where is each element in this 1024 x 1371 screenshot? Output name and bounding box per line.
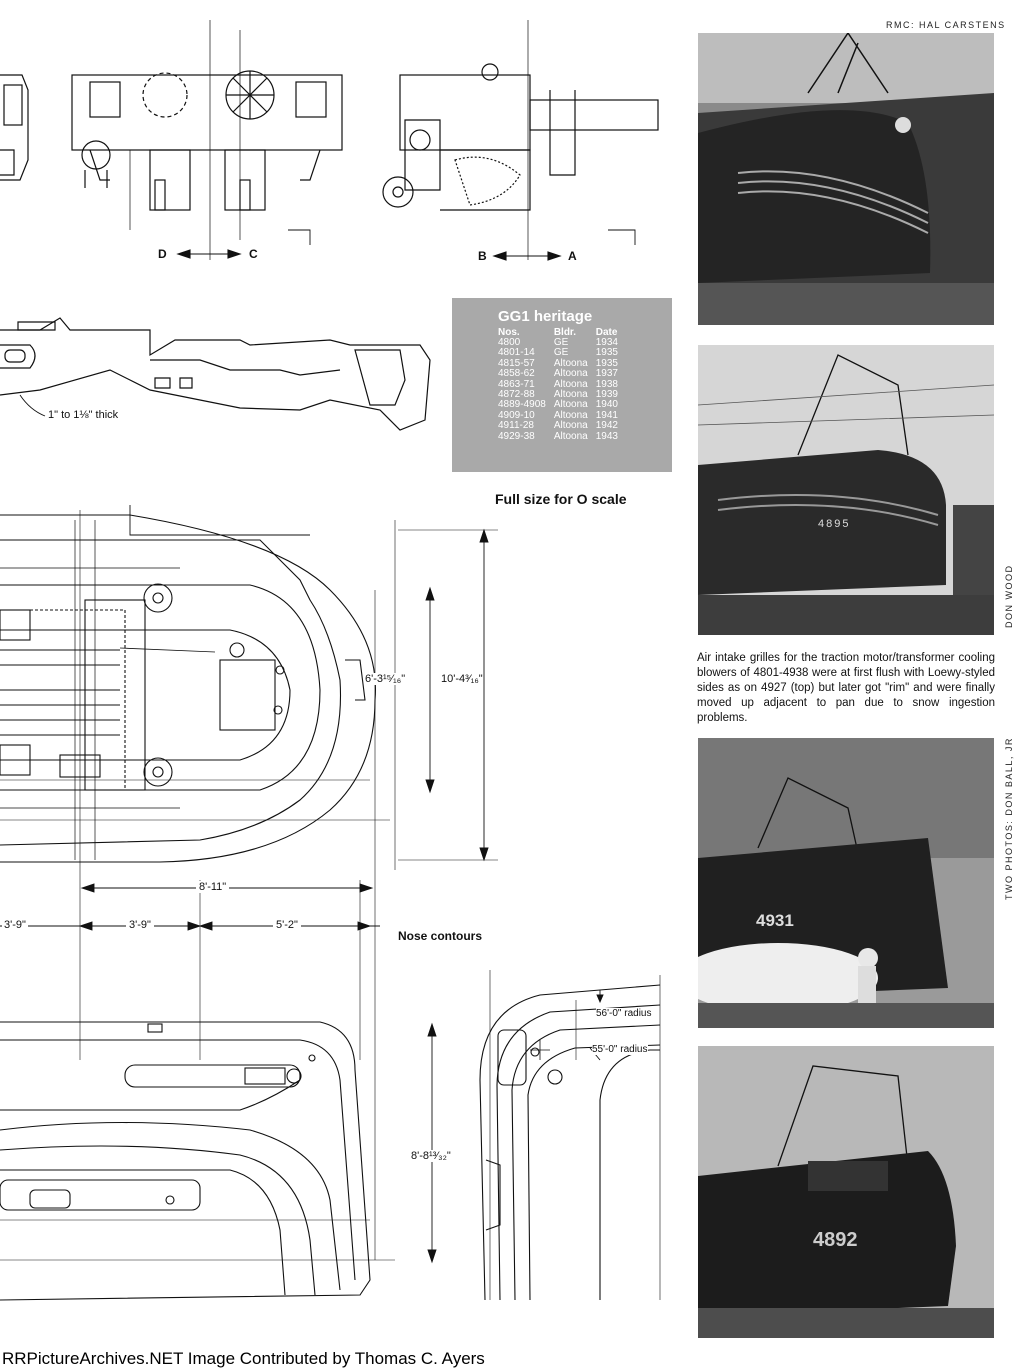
engine-number-4892: 4892 (813, 1229, 858, 1251)
scale-note: Full size for O scale (495, 491, 627, 507)
cell-nos: 4858-62 (498, 368, 535, 380)
cell-bldr: Altoona (553, 389, 588, 401)
footer-watermark: RRPictureArchives.NET Image Contributed by Thomas C. Ayers (2, 1349, 485, 1368)
cell-nos: 4929-38 (498, 430, 535, 442)
cell-bldr: Altoona (553, 378, 588, 390)
dim-width-outer: 10'-4³⁄₁₆" (441, 673, 483, 685)
cell-date: 1935 (595, 357, 618, 369)
cell-date: 1941 (595, 409, 618, 421)
dim-seg-2: 3'-9" (126, 919, 154, 931)
photo-gg1-4892 (698, 1046, 994, 1338)
cell-nos: 4909-10 (498, 409, 535, 421)
cell-bldr: Altoona (553, 420, 588, 432)
cell-date: 1943 (595, 430, 618, 442)
header-nos: Nos. (498, 327, 520, 338)
photo-credit-side-2: TWO PHOTOS: DON BALL, JR (1004, 737, 1014, 900)
section-label-a: A (568, 249, 577, 263)
cell-bldr: Altoona (553, 399, 588, 411)
photo-caption: Air intake grilles for the traction motor/transformer cooling blowers of 4801-4938 were at first flush with Loewy-styled sides as on 4927 (top) but later got "rim" and were finally moved up adjacent to pan due to snow ingestion problems. (697, 652, 995, 724)
cell-date: 1942 (595, 420, 618, 432)
dim-width-inner: 6'-3¹⁵⁄₁₆" (365, 673, 406, 685)
cell-nos: 4863-71 (498, 378, 535, 390)
section-label-b: B (478, 249, 487, 263)
engine-number-4931: 4931 (756, 911, 794, 930)
photo-credit-top: RMC: HAL CARSTENS (886, 20, 1006, 30)
cell-bldr: Altoona (553, 409, 588, 421)
thickness-label: 1" to 1⅛" thick (48, 409, 119, 421)
cell-date: 1939 (595, 389, 618, 401)
photo-gg1-4895 (698, 345, 994, 635)
section-label-c: C (249, 247, 258, 261)
end-view-b-a (383, 20, 658, 260)
cell-bldr: Altoona (553, 368, 588, 380)
cell-bldr: GE (553, 337, 569, 348)
radius-55: 55'-0" radius (592, 1044, 648, 1055)
nose-end-view (480, 970, 660, 1300)
cell-date: 1937 (595, 368, 618, 380)
section-label-d: D (158, 247, 167, 261)
radius-56: 56'-0" radius (596, 1008, 652, 1019)
nose-contours-title: Nose contours (398, 929, 483, 943)
header-date: Date (595, 327, 618, 338)
engine-number-4895: 4895 (818, 518, 851, 530)
underframe-top-view (0, 505, 390, 862)
cell-nos: 4815-57 (498, 357, 535, 369)
heritage-title: GG1 heritage (498, 308, 593, 325)
cell-date: 1938 (595, 378, 618, 390)
heritage-table (498, 328, 626, 442)
dim-seg-3: 5'-2" (273, 919, 301, 931)
cell-bldr: Altoona (553, 357, 588, 369)
cell-nos: 4911-28 (498, 420, 534, 432)
photo-gg1-4931 (698, 738, 994, 1028)
cell-date: 1934 (595, 337, 618, 348)
dim-height: 8'-8¹³⁄₃₂" (411, 1150, 451, 1162)
cell-nos: 4872-88 (498, 389, 535, 401)
cell-date: 1940 (595, 399, 618, 411)
cell-nos: 4800 (498, 337, 521, 348)
cell-bldr: GE (553, 347, 569, 359)
cell-date: 1935 (595, 347, 618, 359)
photo-credit-side-1: DON WOOD (1004, 564, 1014, 628)
cell-nos: 4801-14 (498, 347, 535, 359)
cell-nos: 4889-4908 (498, 399, 546, 411)
heritage-table-box (452, 298, 672, 472)
header-bldr: Bldr. (553, 327, 577, 338)
photo-gg1-4927 (698, 33, 994, 325)
cell-bldr: Altoona (553, 430, 588, 442)
dim-length-total: 8'-11" (196, 881, 229, 893)
table-row (498, 432, 626, 442)
end-view-left-partial (0, 75, 28, 180)
nose-side-view (0, 1022, 395, 1300)
end-view-d-c (72, 20, 342, 260)
dim-seg-1: 3'-9" (4, 919, 26, 931)
